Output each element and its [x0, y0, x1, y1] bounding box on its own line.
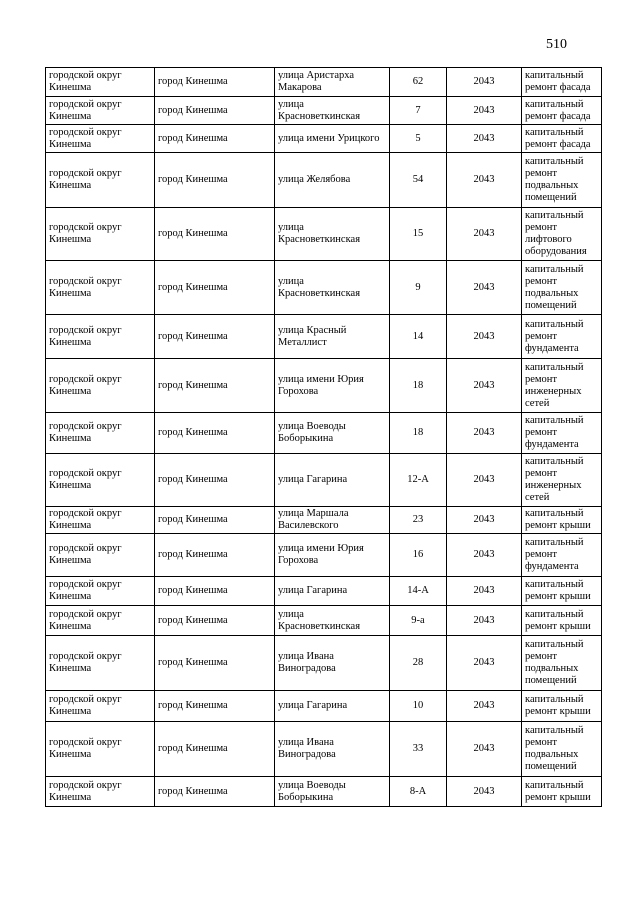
year-cell: 2043	[447, 68, 522, 97]
house-number-cell: 15	[390, 208, 447, 261]
district-cell: городской округ Кинешма	[46, 722, 155, 777]
year-cell: 2043	[447, 577, 522, 606]
house-number-cell: 12-А	[390, 454, 447, 507]
district-cell: городской округ Кинешма	[46, 125, 155, 153]
city-cell: город Кинешма	[155, 97, 275, 125]
street-cell: улица Гагарина	[275, 577, 390, 606]
year-cell: 2043	[447, 125, 522, 153]
work-type-cell: капитальный ремонт инженерных сетей	[522, 359, 602, 413]
district-cell: городской округ Кинешма	[46, 454, 155, 507]
work-type-cell: капитальный ремонт подвальных помещений	[522, 636, 602, 691]
street-cell: улица Красноветкинская	[275, 208, 390, 261]
street-cell: улица имени Юрия Горохова	[275, 534, 390, 577]
table-row	[46, 97, 602, 125]
table-row	[46, 534, 602, 577]
year-cell: 2043	[447, 208, 522, 261]
work-type-cell: капитальный ремонт крыши	[522, 606, 602, 636]
table-row	[46, 577, 602, 606]
house-number-cell: 5	[390, 125, 447, 153]
table-row	[46, 153, 602, 208]
year-cell: 2043	[447, 97, 522, 125]
house-number-cell: 14	[390, 315, 447, 359]
district-cell: городской округ Кинешма	[46, 261, 155, 315]
house-number-cell: 23	[390, 507, 447, 534]
table-row	[46, 636, 602, 691]
district-cell: городской округ Кинешма	[46, 606, 155, 636]
city-cell: город Кинешма	[155, 125, 275, 153]
district-cell: городской округ Кинешма	[46, 97, 155, 125]
repair-schedule-table	[45, 67, 602, 807]
city-cell: город Кинешма	[155, 534, 275, 577]
house-number-cell: 8-А	[390, 777, 447, 807]
city-cell: город Кинешма	[155, 315, 275, 359]
work-type-cell: капитальный ремонт подвальных помещений	[522, 722, 602, 777]
year-cell: 2043	[447, 636, 522, 691]
city-cell: город Кинешма	[155, 359, 275, 413]
district-cell: городской округ Кинешма	[46, 507, 155, 534]
city-cell: город Кинешма	[155, 454, 275, 507]
city-cell: город Кинешма	[155, 691, 275, 722]
district-cell: городской округ Кинешма	[46, 636, 155, 691]
year-cell: 2043	[447, 606, 522, 636]
year-cell: 2043	[447, 691, 522, 722]
table-row	[46, 454, 602, 507]
work-type-cell: капитальный ремонт подвальных помещений	[522, 153, 602, 208]
district-cell: городской округ Кинешма	[46, 359, 155, 413]
year-cell: 2043	[447, 153, 522, 208]
city-cell: город Кинешма	[155, 722, 275, 777]
year-cell: 2043	[447, 454, 522, 507]
street-cell: улица имени Урицкого	[275, 125, 390, 153]
table-row	[46, 777, 602, 807]
year-cell: 2043	[447, 722, 522, 777]
street-cell: улица Маршала Василевского	[275, 507, 390, 534]
district-cell: городской округ Кинешма	[46, 208, 155, 261]
district-cell: городской округ Кинешма	[46, 534, 155, 577]
street-cell: улица Аристарха Макарова	[275, 68, 390, 97]
street-cell: улица Воеводы Боборыкина	[275, 777, 390, 807]
city-cell: город Кинешма	[155, 606, 275, 636]
table-row	[46, 722, 602, 777]
work-type-cell: капитальный ремонт крыши	[522, 577, 602, 606]
house-number-cell: 16	[390, 534, 447, 577]
table-row	[46, 413, 602, 454]
table-row	[46, 125, 602, 153]
work-type-cell: капитальный ремонт крыши	[522, 777, 602, 807]
city-cell: город Кинешма	[155, 636, 275, 691]
year-cell: 2043	[447, 507, 522, 534]
table-row	[46, 68, 602, 97]
street-cell: улица Красноветкинская	[275, 261, 390, 315]
work-type-cell: капитальный ремонт фундамента	[522, 315, 602, 359]
district-cell: городской округ Кинешма	[46, 691, 155, 722]
street-cell: улица Воеводы Боборыкина	[275, 413, 390, 454]
table-row	[46, 261, 602, 315]
year-cell: 2043	[447, 359, 522, 413]
street-cell: улица имени Юрия Горохова	[275, 359, 390, 413]
year-cell: 2043	[447, 777, 522, 807]
house-number-cell: 9-а	[390, 606, 447, 636]
city-cell: город Кинешма	[155, 68, 275, 97]
street-cell: улица Желябова	[275, 153, 390, 208]
year-cell: 2043	[447, 413, 522, 454]
work-type-cell: капитальный ремонт инженерных сетей	[522, 454, 602, 507]
street-cell: улица Ивана Виноградова	[275, 722, 390, 777]
house-number-cell: 14-А	[390, 577, 447, 606]
city-cell: город Кинешма	[155, 208, 275, 261]
work-type-cell: капитальный ремонт фасада	[522, 68, 602, 97]
city-cell: город Кинешма	[155, 577, 275, 606]
district-cell: городской округ Кинешма	[46, 577, 155, 606]
house-number-cell: 62	[390, 68, 447, 97]
street-cell: улица Красноветкинская	[275, 97, 390, 125]
house-number-cell: 33	[390, 722, 447, 777]
work-type-cell: капитальный ремонт подвальных помещений	[522, 261, 602, 315]
work-type-cell: капитальный ремонт фундамента	[522, 413, 602, 454]
table-row	[46, 315, 602, 359]
year-cell: 2043	[447, 315, 522, 359]
street-cell: улица Гагарина	[275, 691, 390, 722]
table-row	[46, 691, 602, 722]
page-number: 510	[546, 37, 567, 52]
work-type-cell: капитальный ремонт крыши	[522, 507, 602, 534]
work-type-cell: капитальный ремонт фасада	[522, 125, 602, 153]
table-body	[46, 68, 602, 807]
year-cell: 2043	[447, 534, 522, 577]
street-cell: улица Ивана Виноградова	[275, 636, 390, 691]
table-row	[46, 507, 602, 534]
street-cell: улица Красный Металлист	[275, 315, 390, 359]
city-cell: город Кинешма	[155, 507, 275, 534]
house-number-cell: 28	[390, 636, 447, 691]
street-cell: улица Гагарина	[275, 454, 390, 507]
district-cell: городской округ Кинешма	[46, 315, 155, 359]
city-cell: город Кинешма	[155, 413, 275, 454]
table-row	[46, 359, 602, 413]
house-number-cell: 9	[390, 261, 447, 315]
house-number-cell: 10	[390, 691, 447, 722]
district-cell: городской округ Кинешма	[46, 153, 155, 208]
house-number-cell: 18	[390, 359, 447, 413]
year-cell: 2043	[447, 261, 522, 315]
house-number-cell: 54	[390, 153, 447, 208]
city-cell: город Кинешма	[155, 261, 275, 315]
work-type-cell: капитальный ремонт фасада	[522, 97, 602, 125]
house-number-cell: 18	[390, 413, 447, 454]
table-row	[46, 208, 602, 261]
city-cell: город Кинешма	[155, 777, 275, 807]
district-cell: городской округ Кинешма	[46, 777, 155, 807]
work-type-cell: капитальный ремонт лифтового оборудования	[522, 208, 602, 261]
table-row	[46, 606, 602, 636]
house-number-cell: 7	[390, 97, 447, 125]
work-type-cell: капитальный ремонт фундамента	[522, 534, 602, 577]
district-cell: городской округ Кинешма	[46, 68, 155, 97]
street-cell: улица Красноветкинская	[275, 606, 390, 636]
work-type-cell: капитальный ремонт крыши	[522, 691, 602, 722]
city-cell: город Кинешма	[155, 153, 275, 208]
district-cell: городской округ Кинешма	[46, 413, 155, 454]
